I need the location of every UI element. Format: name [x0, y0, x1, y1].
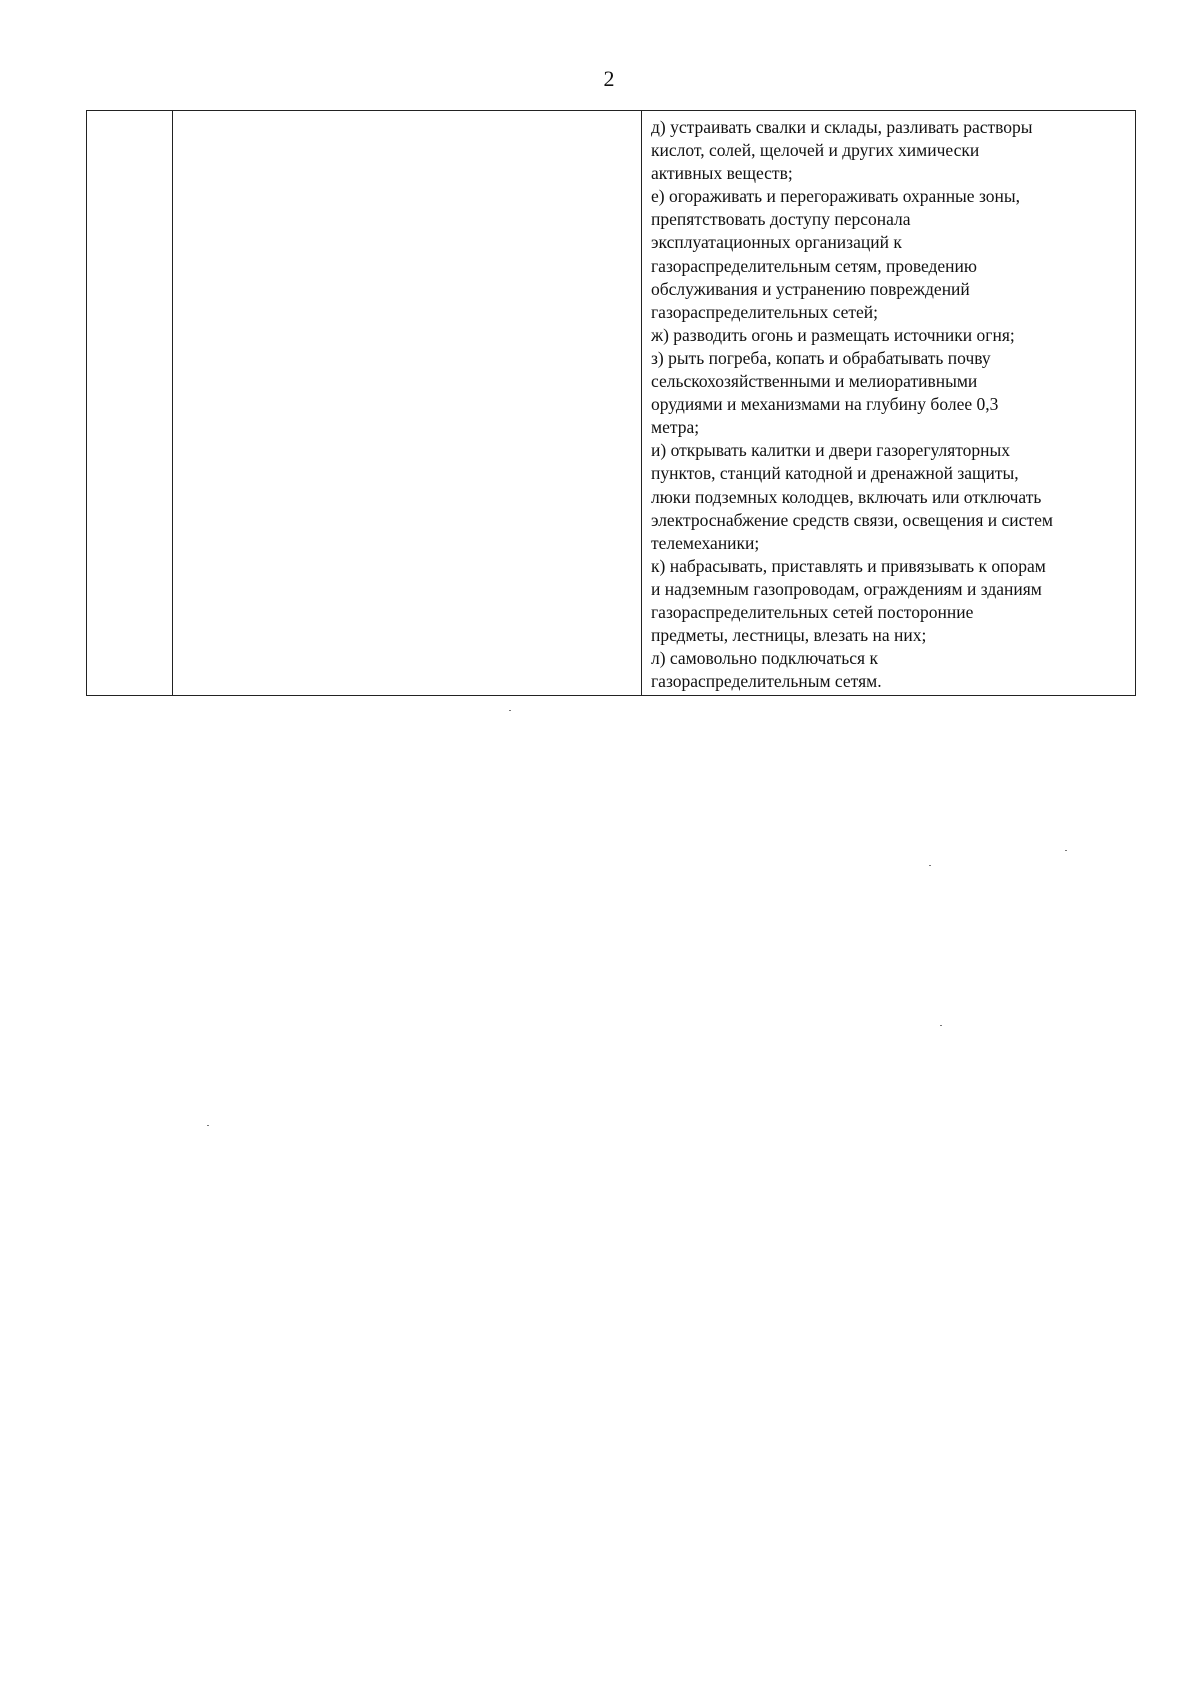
prohibition-line: телемеханики;	[651, 532, 760, 553]
scan-speck	[929, 865, 931, 866]
prohibition-line: газораспределительных сетей посторонние	[651, 601, 974, 622]
prohibition-line: к) набрасывать, приставлять и привязывать к опорам	[651, 555, 1046, 576]
prohibition-line: д) устраивать свалки и склады, разливать растворы	[651, 117, 1033, 137]
prohibition-line: пунктов, станций катодной и дренажной защиты,	[651, 463, 1019, 484]
prohibition-line: газораспределительным сетям, проведению	[651, 255, 977, 276]
prohibition-line: и) открывать калитки и двери газорегуляторных	[651, 440, 1011, 461]
prohibition-line: обслуживания и устранению повреждений	[651, 278, 970, 299]
prohibition-line: люки подземных колодцев, включать или отключать	[651, 486, 1042, 507]
table-cell-prohibitions	[642, 111, 1136, 696]
scan-speck	[940, 1025, 942, 1026]
prohibition-line: активных веществ;	[651, 163, 793, 184]
restrictions-table	[86, 110, 1136, 696]
page-number: 2	[603, 66, 615, 91]
table-cell-description	[173, 111, 642, 696]
scan-speck	[1065, 850, 1067, 851]
prohibition-line: кислот, солей, щелочей и других химически	[651, 140, 980, 161]
prohibition-line: з) рыть погреба, копать и обрабатывать почву	[651, 347, 991, 368]
prohibition-line: предметы, лестницы, влезать на них;	[651, 625, 927, 646]
prohibition-line: препятствовать доступу персонала	[651, 209, 911, 230]
prohibition-line: ж) разводить огонь и размещать источники огня;	[651, 324, 1015, 345]
scan-speck	[509, 710, 511, 711]
prohibition-line: сельскохозяйственными и мелиоративными	[651, 371, 978, 392]
prohibition-line: эксплуатационных организаций к	[651, 232, 902, 253]
prohibition-line: и надземным газопроводам, ограждениям и зданиям	[651, 578, 1042, 599]
table-row	[87, 111, 1136, 696]
prohibition-line: е) огораживать и перегораживать охранные зоны,	[651, 186, 1021, 207]
prohibition-line: орудиями и механизмами на глубину более 0,3	[651, 394, 999, 415]
scan-speck	[207, 1125, 209, 1126]
prohibitions-list	[642, 111, 1135, 695]
prohibition-line: метра;	[651, 417, 700, 438]
prohibition-line: газораспределительным сетям.	[651, 671, 882, 692]
prohibition-line: электроснабжение средств связи, освещения и систем	[651, 509, 1053, 530]
table-cell-number	[87, 111, 173, 696]
prohibition-line: газораспределительных сетей;	[651, 301, 878, 322]
prohibition-line: л) самовольно подключаться к	[651, 648, 878, 669]
